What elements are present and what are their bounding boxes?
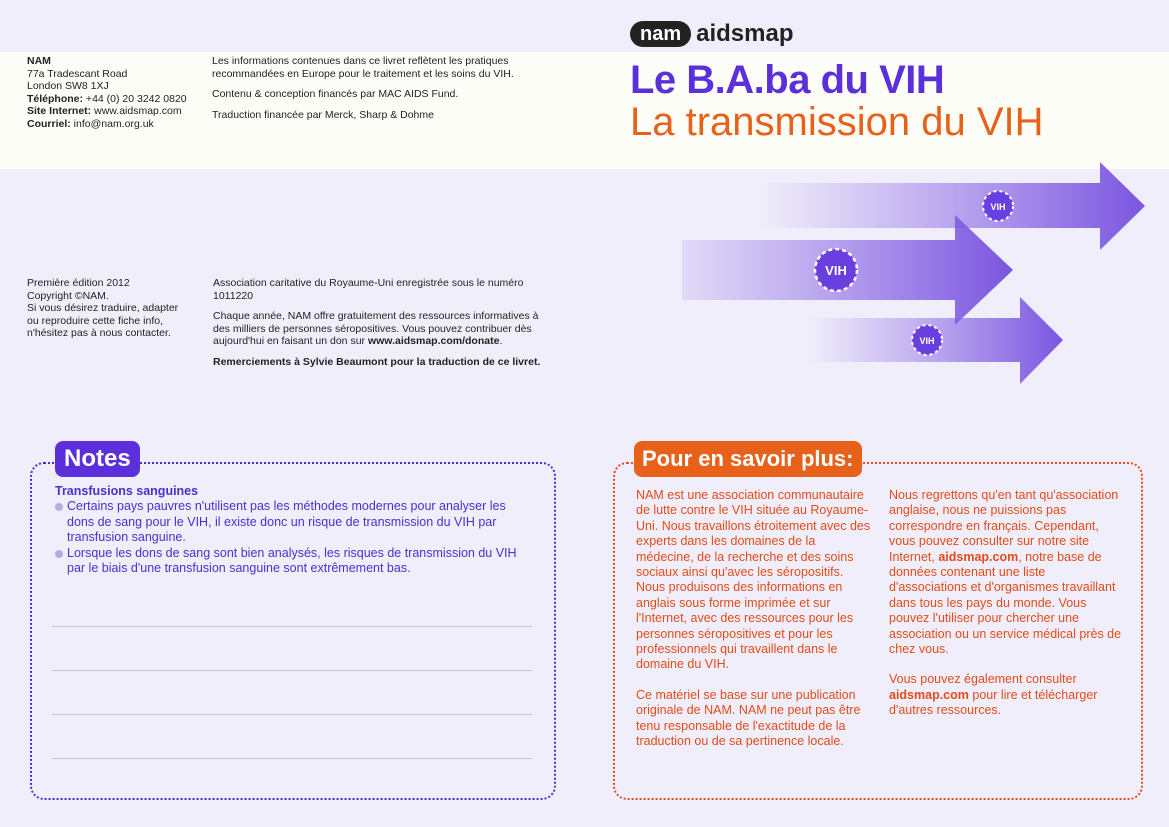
email-label: Courriel: [27, 117, 71, 130]
disclaimer-paragraph: Ce matériel se base sur une publication originale de NAM. NAM ne peut pas être tenu responsable de l'exactitude de la traduction ou de sa pertinence locale. [636, 687, 861, 749]
logo-aidsmap: aidsmap [696, 20, 794, 47]
note-line [52, 626, 532, 627]
virus-icon [912, 325, 942, 355]
donate-end: . [499, 335, 503, 347]
site-value: www.aidsmap.com [91, 105, 182, 117]
charity-block [213, 277, 558, 376]
about-nam-paragraph: NAM est une association communautaire de lutte contre le VIH située au Royaume-Uni. Nous travaillons étroitement avec des experts dans les domaines de la médecine, de la recherche et des soins sociaux ainsi qu'avec les séropositifs. Nous produisons des informations en anglais sous forme imprimée et sur l'Internet, avec des ressources pour les personnes séropositives et pour les professionnels qui travaillent dans le domaine du VIH. [636, 488, 871, 672]
info-translation: Traduction financée par Merck, Sharp & Dohme [212, 108, 434, 121]
notes-tag: Notes [55, 441, 140, 477]
nam-aidsmap-logo [630, 20, 794, 48]
info-funding: Contenu & conception financés par MAC AIDS Fund. [212, 88, 459, 100]
thanks-line: Remerciements à Sylvie Beaumont pour la traduction de ce livret. [213, 355, 541, 368]
donate-text: Chaque année, NAM offre gratuitement des ressources informatives à des milliers de personnes séropositives. Vous pouvez contribuer dès aujourd'hui en faisant un don sur [213, 310, 539, 347]
virus-icon [815, 249, 857, 291]
email-value: info@nam.org.uk [70, 117, 154, 130]
info-block [212, 55, 517, 129]
charity-number: Association caritative du Royaume-Uni enregistrée sous le numéro 1011220 [213, 277, 524, 302]
paragraph-text: pour lire et télécharger d'autres ressources. [889, 687, 1098, 718]
edition-note: n'hésitez pas à nous contacter. [27, 327, 171, 339]
arrows-graphic [680, 160, 1150, 390]
bullet-icon [55, 503, 63, 511]
edition-line: Première édition 2012 [27, 277, 130, 289]
contact-block [27, 55, 207, 130]
bullet-icon [55, 550, 63, 558]
paragraph-text: Vous pouvez également consulter [889, 672, 1077, 687]
org-name: NAM [27, 55, 51, 67]
aidsmap-link[interactable]: aidsmap.com [938, 549, 1019, 564]
arrow-top [758, 162, 1145, 250]
edition-note: Si vous désirez traduire, adapter [27, 302, 179, 314]
more-info-col-right [889, 488, 1123, 734]
list-item-text: Lorsque les dons de sang sont bien analysés, les risques de transmission du VIH par le biais d'une transfusion sanguine sont extrêmement bas. [67, 545, 517, 575]
language-paragraph [889, 488, 1123, 657]
more-info-col-left [636, 488, 872, 765]
address-line-1: 77a Tradescant Road [27, 67, 128, 80]
notes-list [55, 499, 535, 577]
site-label: Site Internet: [27, 105, 92, 117]
virus-label: VIH [990, 202, 1006, 212]
site-line [27, 105, 207, 118]
note-line [52, 714, 532, 715]
note-line [52, 670, 532, 671]
list-item [55, 546, 535, 577]
donate-paragraph [213, 310, 558, 348]
virus-label: VIH [825, 263, 847, 278]
list-item [55, 499, 535, 546]
more-info-tag: Pour en savoir plus: [634, 441, 862, 477]
edition-note: ou reproduire cette fiche info, [27, 314, 163, 327]
notes-heading: Transfusions sanguines [55, 484, 199, 498]
address-line-2: London SW8 1XJ [27, 80, 109, 92]
note-line [52, 758, 532, 759]
phone-value: +44 (0) 20 3242 0820 [83, 92, 187, 105]
info-practices: Les informations contenues dans ce livret reflètent les pratiques recommandées en Europe pour le traitement et les soins du VIH. [212, 55, 514, 80]
page-subtitle: La transmission du VIH [630, 100, 1044, 144]
phone-label: Téléphone: [27, 92, 84, 105]
virus-label: VIH [919, 336, 935, 346]
paragraph-text: Nous regrettons qu'en tant qu'association anglaise, nous ne puissions pas correspondre en français. Cependant, vous pouvez consulter sur notre site Internet, [889, 488, 1119, 564]
logo-nam: nam [630, 21, 691, 47]
paragraph-text: , notre base de données contenant une liste d'associations et d'organismes travaillant dans tous les pays du monde. Vous pouvez l'utiliser pour chercher une association ou un service médical près de chez vous. [889, 549, 1122, 657]
virus-icon [983, 191, 1013, 221]
resources-paragraph [889, 672, 1123, 718]
aidsmap-link[interactable]: aidsmap.com [889, 687, 969, 702]
copyright-line: Copyright ©NAM. [27, 289, 109, 302]
email-line [27, 118, 207, 131]
phone-line [27, 93, 207, 106]
edition-block [27, 277, 207, 340]
page-title: Le B.A.ba du VIH [630, 58, 945, 102]
donate-link[interactable]: www.aidsmap.com/donate [367, 335, 500, 347]
list-item-text: Certains pays pauvres n'utilisent pas les méthodes modernes pour analyser les dons de sang pour le VIH, il existe donc un risque de transmission du VIH par transfusion sanguine. [67, 499, 506, 544]
